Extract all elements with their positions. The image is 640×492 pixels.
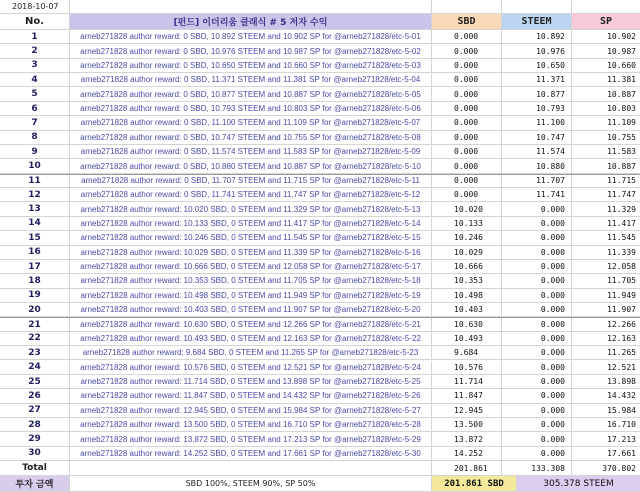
row-sp[interactable]: 10.987 [572, 44, 640, 58]
invest-label[interactable]: 투자 금액 [0, 476, 70, 492]
row-sp[interactable]: 10.755 [572, 131, 640, 145]
row-steem[interactable]: 11.371 [502, 73, 572, 87]
row-sbd[interactable]: 10.666 [432, 260, 502, 274]
row-sbd[interactable]: 0.000 [432, 30, 502, 44]
row-sp[interactable]: 12.521 [572, 361, 640, 375]
row-sp[interactable]: 11.545 [572, 231, 640, 245]
row-steem[interactable]: 0.000 [502, 375, 572, 389]
table-row [0, 116, 640, 130]
row-sbd[interactable]: 10.403 [432, 303, 502, 317]
row-sbd[interactable]: 14.252 [432, 447, 502, 461]
row-description[interactable]: arneb271828 author reward: 0 SBD, 11.371 STEEM and 11.381 SP for @arneb271828/etc-5-04 [70, 73, 432, 87]
row-sbd[interactable]: 0.000 [432, 87, 502, 101]
row-steem[interactable]: 0.000 [502, 418, 572, 432]
table-row [0, 131, 640, 145]
row-sbd[interactable]: 0.000 [432, 59, 502, 73]
row-steem[interactable]: 10.793 [502, 102, 572, 116]
table-row [0, 59, 640, 73]
row-sp[interactable]: 11.329 [572, 202, 640, 216]
total-steem[interactable]: 133.308 [502, 461, 572, 476]
table-row [0, 361, 640, 375]
row-sbd[interactable]: 0.000 [432, 159, 502, 173]
table-row [0, 159, 640, 173]
row-number[interactable]: 26 [0, 389, 70, 403]
row-sbd[interactable]: 0.000 [432, 44, 502, 58]
row-number[interactable]: 15 [0, 231, 70, 245]
row-number[interactable]: 3 [0, 59, 70, 73]
row-steem[interactable]: 11.741 [502, 188, 572, 202]
row-sp[interactable]: 10.902 [572, 30, 640, 44]
row-description[interactable]: arneb271828 author reward: 0 SBD, 10.877 STEEM and 10.887 SP for @arneb271828/etc-5-05 [70, 87, 432, 101]
table-row [0, 260, 640, 274]
row-sp[interactable]: 12.163 [572, 332, 640, 346]
row-number[interactable]: 18 [0, 274, 70, 288]
row-number[interactable]: 7 [0, 116, 70, 130]
row-sp[interactable]: 12.266 [572, 318, 640, 331]
row-description[interactable]: arneb271828 author reward: 10.353 SBD, 0 STEEM and 11.705 SP for @arneb271828/etc-5-18 [70, 274, 432, 288]
total-label[interactable]: Total [0, 461, 70, 476]
row-number[interactable]: 14 [0, 217, 70, 231]
header-desc[interactable]: [펀드] 이더리움 클래식 # 5 저자 수익 [70, 14, 432, 30]
row-sp[interactable]: 16.710 [572, 418, 640, 432]
table-row [0, 404, 640, 418]
row-sbd[interactable]: 0.000 [432, 175, 502, 188]
table-row [0, 432, 640, 446]
row-steem[interactable]: 0.000 [502, 231, 572, 245]
row-description[interactable]: arneb271828 author reward: 0 SBD, 11.741 STEEM and 11.747 SP for @arneb271828/etc-5-12 [70, 188, 432, 202]
row-sbd[interactable]: 11.714 [432, 375, 502, 389]
row-description[interactable]: arneb271828 author reward: 13.872 SBD, 0 STEEM and 17.213 SP for @arneb271828/etc-5-29 [70, 432, 432, 446]
table-row [0, 145, 640, 159]
row-steem[interactable]: 0.000 [502, 217, 572, 231]
row-description[interactable]: arneb271828 author reward: 0 SBD, 10.976 STEEM and 10.987 SP for @arneb271828/etc-5-02 [70, 44, 432, 58]
row-sbd[interactable]: 10.246 [432, 231, 502, 245]
row-steem[interactable]: 10.877 [502, 87, 572, 101]
row-sp[interactable]: 11.339 [572, 246, 640, 260]
row-steem[interactable]: 0.000 [502, 404, 572, 418]
row-sbd[interactable]: 0.000 [432, 131, 502, 145]
empty-cell[interactable] [572, 0, 640, 14]
row-sbd[interactable]: 10.498 [432, 289, 502, 303]
row-description[interactable]: arneb271828 author reward: 0 SBD, 10.747 STEEM and 10.755 SP for @arneb271828/etc-5-08 [70, 131, 432, 145]
row-number[interactable]: 22 [0, 332, 70, 346]
row-sp[interactable]: 11.583 [572, 145, 640, 159]
table-row [0, 418, 640, 432]
row-steem[interactable]: 0.000 [502, 389, 572, 403]
row-number[interactable]: 13 [0, 202, 70, 216]
row-description[interactable]: arneb271828 author reward: 0 SBD, 11.707 STEEM and 11.715 SP for @arneb271828/etc-5-11 [70, 175, 432, 188]
row-description[interactable]: arneb271828 author reward: 13.500 SBD, 0 STEEM and 16.710 SP for @arneb271828/etc-5-28 [70, 418, 432, 432]
row-sp[interactable]: 11.417 [572, 217, 640, 231]
row-sp[interactable]: 11.715 [572, 175, 640, 188]
row-sbd[interactable]: 10.576 [432, 361, 502, 375]
row-number[interactable]: 6 [0, 102, 70, 116]
row-sbd[interactable]: 11.847 [432, 389, 502, 403]
row-description[interactable]: arneb271828 author reward: 9.684 SBD, 0 STEEM and 11.265 SP for @arneb271828/etc-5-23 [70, 346, 432, 360]
row-number[interactable]: 27 [0, 404, 70, 418]
empty-cell[interactable] [432, 0, 502, 14]
date-cell[interactable]: 2018-10-07 [0, 0, 70, 14]
row-number[interactable]: 4 [0, 73, 70, 87]
total-sbd[interactable]: 201.861 [432, 461, 502, 476]
row-steem[interactable]: 0.000 [502, 246, 572, 260]
row-steem[interactable]: 11.574 [502, 145, 572, 159]
row-sp[interactable]: 11.949 [572, 289, 640, 303]
row-sp[interactable]: 11.381 [572, 73, 640, 87]
table-row [0, 231, 640, 245]
row-number[interactable]: 12 [0, 188, 70, 202]
row-number[interactable]: 20 [0, 303, 70, 317]
row-description[interactable]: arneb271828 author reward: 10.133 SBD, 0 STEEM and 11.417 SP for @arneb271828/etc-5-14 [70, 217, 432, 231]
row-sp[interactable]: 17.213 [572, 432, 640, 446]
row-sp[interactable]: 10.887 [572, 159, 640, 173]
table-row [0, 87, 640, 101]
row-description[interactable]: arneb271828 author reward: 10.576 SBD, 0 STEEM and 12.521 SP for @arneb271828/etc-5-24 [70, 361, 432, 375]
row-number[interactable]: 1 [0, 30, 70, 44]
header-sbd[interactable]: SBD [432, 14, 502, 30]
row-description[interactable]: arneb271828 author reward: 0 SBD, 10.892 STEEM and 10.902 SP for @arneb271828/etc-5-01 [70, 30, 432, 44]
row-steem[interactable]: 0.000 [502, 332, 572, 346]
empty-cell[interactable] [70, 0, 432, 14]
invest-desc[interactable]: SBD 100%, STEEM 90%, SP 50% [70, 476, 432, 492]
row-sbd[interactable]: 10.029 [432, 246, 502, 260]
row-number[interactable]: 28 [0, 418, 70, 432]
row-number[interactable]: 16 [0, 246, 70, 260]
row-steem[interactable]: 10.976 [502, 44, 572, 58]
row-number[interactable]: 2 [0, 44, 70, 58]
table-row [0, 44, 640, 58]
row-steem[interactable]: 0.000 [502, 289, 572, 303]
row-sp[interactable]: 11.907 [572, 303, 640, 317]
table-row [0, 303, 640, 317]
row-description[interactable]: arneb271828 author reward: 0 SBD, 10.650 STEEM and 10.660 SP for @arneb271828/etc-5-03 [70, 59, 432, 73]
table-row [0, 217, 640, 231]
table-row [0, 246, 640, 260]
row-number[interactable]: 30 [0, 447, 70, 461]
row-steem[interactable]: 0.000 [502, 260, 572, 274]
row-sbd[interactable]: 0.000 [432, 102, 502, 116]
empty-cell[interactable] [502, 0, 572, 14]
row-sp[interactable]: 10.803 [572, 102, 640, 116]
row-sbd[interactable]: 9.684 [432, 346, 502, 360]
row-number[interactable]: 21 [0, 318, 70, 331]
row-sbd[interactable]: 10.493 [432, 332, 502, 346]
table-row [0, 332, 640, 346]
row-description[interactable]: arneb271828 author reward: 10.493 SBD, 0 STEEM and 12.163 SP for @arneb271828/etc-5-22 [70, 332, 432, 346]
table-row [0, 389, 640, 403]
row-sbd[interactable]: 10.630 [432, 318, 502, 331]
row-steem[interactable]: 11.707 [502, 175, 572, 188]
row-number[interactable]: 5 [0, 87, 70, 101]
row-number[interactable]: 19 [0, 289, 70, 303]
invest-row [0, 476, 640, 492]
row-sbd[interactable]: 0.000 [432, 116, 502, 130]
row-steem[interactable]: 0.000 [502, 447, 572, 461]
invest-sbd[interactable]: 201.861 SBD [432, 476, 517, 492]
total-sp[interactable]: 370.802 [572, 461, 640, 476]
date-row [0, 0, 640, 14]
header-steem[interactable]: STEEM [502, 14, 572, 30]
row-description[interactable]: arneb271828 author reward: 11.714 SBD, 0 STEEM and 13.898 SP for @arneb271828/etc-5-25 [70, 375, 432, 389]
table-row [0, 102, 640, 116]
row-description[interactable]: arneb271828 author reward: 10.246 SBD, 0 STEEM and 11.545 SP for @arneb271828/etc-5-15 [70, 231, 432, 245]
row-sp[interactable]: 13.898 [572, 375, 640, 389]
row-sbd[interactable]: 0.000 [432, 73, 502, 87]
row-description[interactable]: arneb271828 author reward: 10.029 SBD, 0 STEEM and 11.339 SP for @arneb271828/etc-5-16 [70, 246, 432, 260]
row-description[interactable]: arneb271828 author reward: 10.020 SBD, 0 STEEM and 11.329 SP for @arneb271828/etc-5-13 [70, 202, 432, 216]
row-description[interactable]: arneb271828 author reward: 0 SBD, 10.793 STEEM and 10.803 SP for @arneb271828/etc-5-06 [70, 102, 432, 116]
table-row [0, 274, 640, 288]
row-number[interactable]: 8 [0, 131, 70, 145]
row-sbd[interactable]: 0.000 [432, 188, 502, 202]
row-description[interactable]: arneb271828 author reward: 12.945 SBD, 0 STEEM and 15.984 SP for @arneb271828/etc-5-27 [70, 404, 432, 418]
row-sp[interactable]: 11.705 [572, 274, 640, 288]
row-sbd[interactable]: 13.872 [432, 432, 502, 446]
table-row [0, 202, 640, 216]
row-number[interactable]: 11 [0, 175, 70, 188]
row-sbd[interactable]: 12.945 [432, 404, 502, 418]
row-number[interactable]: 24 [0, 361, 70, 375]
row-sp[interactable]: 11.747 [572, 188, 640, 202]
header-row [0, 14, 640, 30]
table-row [0, 188, 640, 202]
row-sp[interactable]: 10.660 [572, 59, 640, 73]
row-sbd[interactable]: 10.133 [432, 217, 502, 231]
row-steem[interactable]: 0.000 [502, 318, 572, 331]
table-row [0, 30, 640, 44]
row-description[interactable]: arneb271828 author reward: 0 SBD, 10.880 STEEM and 10.887 SP for @arneb271828/etc-5-10 [70, 159, 432, 173]
table-row [0, 375, 640, 389]
table-row [0, 317, 640, 331]
row-description[interactable]: arneb271828 author reward: 10.403 SBD, 0 STEEM and 11.907 SP for @arneb271828/etc-5-20 [70, 303, 432, 317]
row-description[interactable]: arneb271828 author reward: 10.666 SBD, 0 STEEM and 12.058 SP for @arneb271828/etc-5-17 [70, 260, 432, 274]
row-number[interactable]: 25 [0, 375, 70, 389]
table-row [0, 447, 640, 461]
row-steem[interactable]: 0.000 [502, 202, 572, 216]
row-steem[interactable]: 0.000 [502, 361, 572, 375]
row-description[interactable]: arneb271828 author reward: 11.847 SBD, 0 STEEM and 14.432 SP for @arneb271828/etc-5-26 [70, 389, 432, 403]
table-row [0, 289, 640, 303]
table-row [0, 346, 640, 360]
row-steem[interactable]: 10.747 [502, 131, 572, 145]
row-sbd[interactable]: 10.020 [432, 202, 502, 216]
row-number[interactable]: 17 [0, 260, 70, 274]
row-number[interactable]: 9 [0, 145, 70, 159]
row-sbd[interactable]: 0.000 [432, 145, 502, 159]
total-row [0, 461, 640, 476]
row-sp[interactable]: 17.661 [572, 447, 640, 461]
row-sp[interactable]: 14.432 [572, 389, 640, 403]
row-steem[interactable]: 0.000 [502, 432, 572, 446]
row-steem[interactable]: 0.000 [502, 346, 572, 360]
row-number[interactable]: 10 [0, 159, 70, 173]
row-number[interactable]: 29 [0, 432, 70, 446]
row-sp[interactable]: 12.058 [572, 260, 640, 274]
row-description[interactable]: arneb271828 author reward: 10.630 SBD, 0 STEEM and 12.266 SP for @arneb271828/etc-5-21 [70, 318, 432, 331]
row-description[interactable]: arneb271828 author reward: 0 SBD, 11.574 STEEM and 11.583 SP for @arneb271828/etc-5-09 [70, 145, 432, 159]
row-sp[interactable]: 11.109 [572, 116, 640, 130]
row-description[interactable]: arneb271828 author reward: 14.252 SBD, 0 STEEM and 17.661 SP for @arneb271828/etc-5-30 [70, 447, 432, 461]
row-steem[interactable]: 10.650 [502, 59, 572, 73]
row-sp[interactable]: 10.887 [572, 87, 640, 101]
row-number[interactable]: 23 [0, 346, 70, 360]
empty-cell[interactable] [70, 461, 432, 476]
header-sp[interactable]: SP [572, 14, 640, 30]
row-steem[interactable]: 0.000 [502, 303, 572, 317]
row-description[interactable]: arneb271828 author reward: 0 SBD, 11.100 STEEM and 11.109 SP for @arneb271828/etc-5-07 [70, 116, 432, 130]
invest-steem[interactable]: 305.378 STEEM [517, 476, 640, 492]
row-sp[interactable]: 11.265 [572, 346, 640, 360]
row-description[interactable]: arneb271828 author reward: 10.498 SBD, 0 STEEM and 11.949 SP for @arneb271828/etc-5-19 [70, 289, 432, 303]
row-steem[interactable]: 10.892 [502, 30, 572, 44]
row-sbd[interactable]: 10.353 [432, 274, 502, 288]
table-row [0, 174, 640, 188]
row-sp[interactable]: 15.984 [572, 404, 640, 418]
row-sbd[interactable]: 13.500 [432, 418, 502, 432]
row-steem[interactable]: 0.000 [502, 274, 572, 288]
header-no[interactable]: No. [0, 14, 70, 30]
row-steem[interactable]: 10.880 [502, 159, 572, 173]
row-steem[interactable]: 11.100 [502, 116, 572, 130]
table-row [0, 73, 640, 87]
